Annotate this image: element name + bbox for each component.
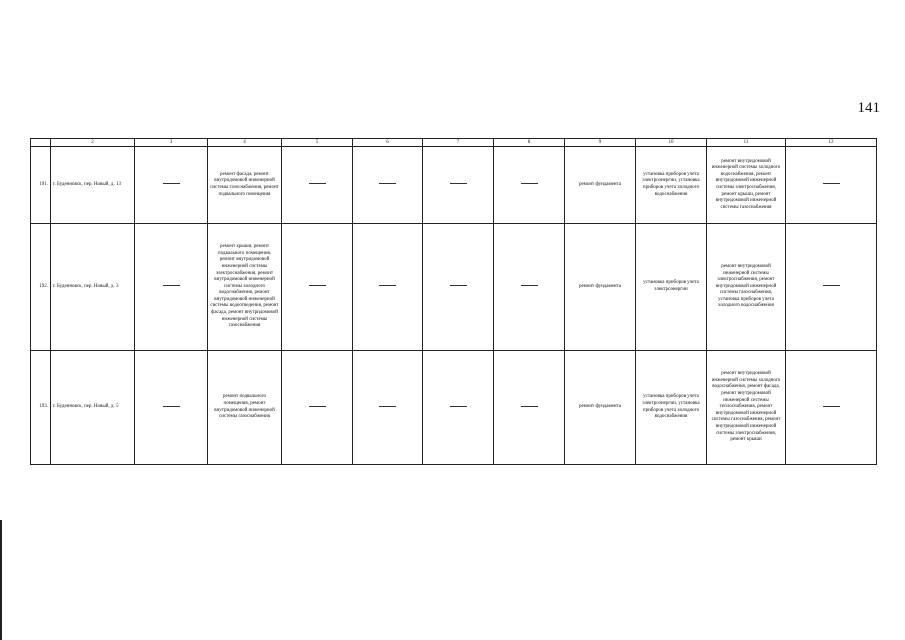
column-header: 3 <box>135 139 208 147</box>
dash-mark <box>309 183 326 184</box>
column-header-row <box>31 139 877 147</box>
dash-mark <box>309 285 326 286</box>
page-number: 141 <box>857 100 880 116</box>
dash-mark <box>823 406 840 407</box>
column-header: 4 <box>208 139 282 147</box>
row-address: г. Буденновск, пер. Новый, д. 5 <box>51 351 135 465</box>
dash-mark <box>823 285 840 286</box>
empty-cell <box>282 224 353 351</box>
empty-cell <box>786 224 877 351</box>
column-header: 9 <box>565 139 636 147</box>
empty-cell <box>494 351 565 465</box>
works-col-9: ремонт фундамента <box>565 351 636 465</box>
empty-cell <box>423 224 494 351</box>
empty-cell <box>282 351 353 465</box>
empty-cell <box>423 351 494 465</box>
row-address: г. Буденновск, пер. Новый, д. 13 <box>51 147 135 224</box>
dash-mark <box>521 183 538 184</box>
works-col-10: установка приборов учета электроэнергии, установка приборов учета холодного водоснабжения <box>636 147 707 224</box>
empty-cell <box>282 147 353 224</box>
works-col-9: ремонт фундамента <box>565 224 636 351</box>
column-header: 6 <box>353 139 423 147</box>
table-row <box>31 351 877 465</box>
row-address: г. Буденновск, пер. Новый, д. 3 <box>51 224 135 351</box>
dash-mark <box>521 285 538 286</box>
page-edge-line <box>0 520 2 640</box>
works-col-11: ремонт внутридомовой инженерной системы холодного водоснабжения, ремонт внутридомовой инженерной системы электроснабжения, ремонт крыши, ремонт внутридомовой инженерной системы газоснабжения <box>707 147 786 224</box>
dash-mark <box>379 183 396 184</box>
empty-cell <box>353 351 423 465</box>
empty-cell <box>494 224 565 351</box>
dash-mark <box>379 406 396 407</box>
column-header: 11 <box>707 139 786 147</box>
dash-mark <box>379 285 396 286</box>
column-header: 7 <box>423 139 494 147</box>
column-header: 10 <box>636 139 707 147</box>
table-row <box>31 147 877 224</box>
dash-mark <box>163 183 180 184</box>
row-number: 192. <box>31 224 51 351</box>
column-header: 5 <box>282 139 353 147</box>
column-header: 2 <box>51 139 135 147</box>
dash-mark <box>823 183 840 184</box>
dash-mark <box>163 406 180 407</box>
dash-mark <box>163 285 180 286</box>
works-col-10: установка приборов учета электроэнергии <box>636 224 707 351</box>
works-col-4: ремонт подвального помещения, ремонт внутридомовой инженерной системы газоснабжения <box>208 351 282 465</box>
empty-cell <box>423 147 494 224</box>
works-col-9: ремонт фундамента <box>565 147 636 224</box>
works-col-11: ремонт внутридомовой инженерной системы электроснабжения, ремонт внутридомовой инженерной системы газоснабжения, установка приборов учета холодного водоснабжения <box>707 224 786 351</box>
empty-cell <box>786 147 877 224</box>
empty-cell <box>353 224 423 351</box>
column-header: 12 <box>786 139 877 147</box>
works-col-4: ремонт крыши, ремонт подвального помещения, ремонт внутридомовой инженерной системы электроснабжения, ремонт внутридомовой инженерной системы холодного водоснабжения, ремонт внутридомовой инженерной системы водоотведения, ремонт фасада, ремонт внутридомовой инженерной системы газоснабжения <box>208 224 282 351</box>
row-number: 191. <box>31 147 51 224</box>
empty-cell <box>135 351 208 465</box>
dash-mark <box>450 285 467 286</box>
empty-cell <box>494 147 565 224</box>
dash-mark <box>450 183 467 184</box>
empty-cell <box>135 224 208 351</box>
empty-cell <box>353 147 423 224</box>
empty-cell <box>786 351 877 465</box>
dash-mark <box>521 406 538 407</box>
repair-schedule-table <box>30 138 877 465</box>
works-col-10: установка приборов учета электроэнергии, установка приборов учета холодного водоснабжения <box>636 351 707 465</box>
column-header: 8 <box>494 139 565 147</box>
dash-mark <box>309 406 326 407</box>
empty-cell <box>135 147 208 224</box>
works-col-11: ремонт внутридомовой инженерной системы холодного водоснабжения, ремонт фасада, ремонт внутридомовой инженерной системы теплоснабжения, ремонт внутридомовой инженерной системы газоснабжения, ремонт внутридомовой инженерной системы электроснабжения, ремонт крыши <box>707 351 786 465</box>
column-header <box>31 139 51 147</box>
table-row <box>31 224 877 351</box>
row-number: 193. <box>31 351 51 465</box>
dash-mark <box>450 406 467 407</box>
works-col-4: ремонт фасада, ремонт внутридомовой инженерной системы газоснабжения, ремонт подвального помещения <box>208 147 282 224</box>
